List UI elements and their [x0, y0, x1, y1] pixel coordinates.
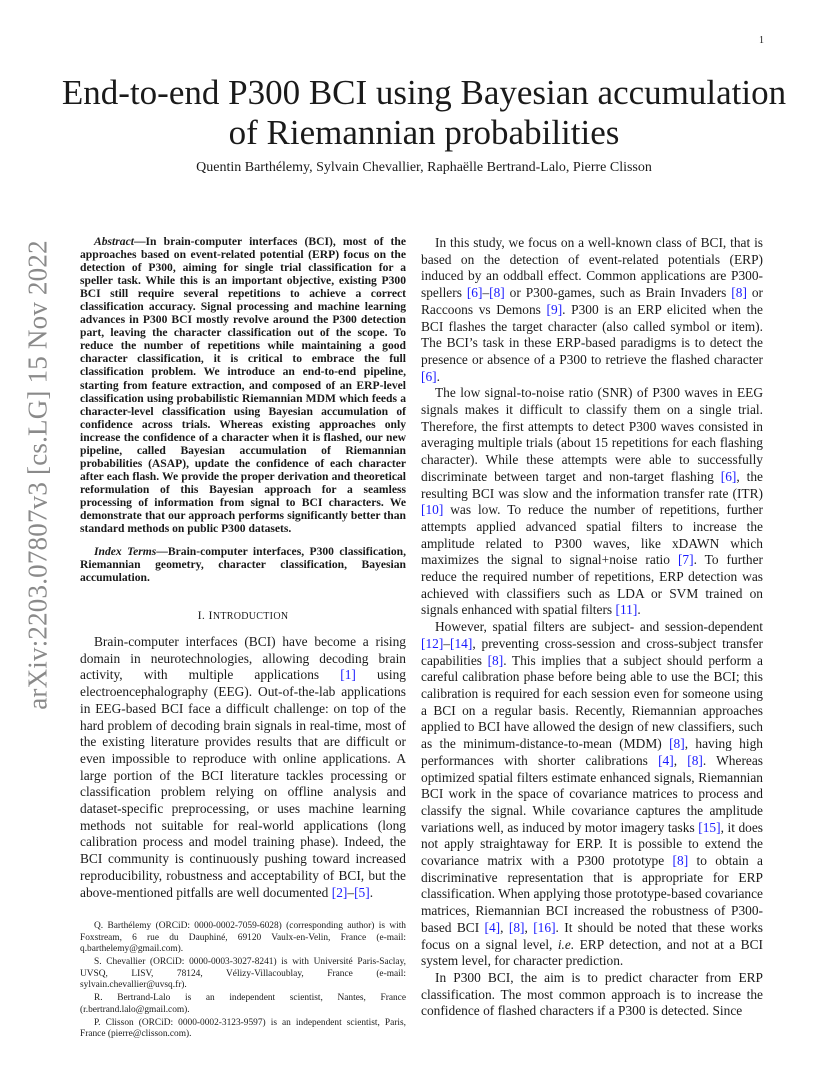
citation-link[interactable]: [11] — [615, 602, 638, 618]
citation-link[interactable]: [8] — [731, 285, 747, 301]
citation-link[interactable]: [6] — [421, 368, 437, 384]
citation-link[interactable]: [16] — [533, 919, 556, 935]
citation-link[interactable]: [6] — [720, 468, 737, 484]
citation-link[interactable]: [8] — [508, 919, 525, 935]
citation-link[interactable]: [15] — [698, 819, 721, 835]
body-paragraph: However, spatial filters are subject- and session-dependent [12]–[14], preventing cross-session and cross-subject transfer capabilities [8]. This implies that a subject should perform a careful calibration phase before being able to use the BCI; this calibration is required for each session even for someone using a BCI on a regular basis. Recently, Riemannian approaches applied to BCI have allowed the design of new classifiers, such as the minimum-distance-to-mean (MDM) [8], having high performances with shorter calibrations [4], [8]. Whereas optimized spatial filters estimate enhanced signals, Riemannian BCI work in the space of covariance matrices to process and classify the signal. While covariance captures the amplitude variations well, as induced by motor imagery tasks [15], it does not apply straightaway for ERP. It is possible to extend the covariance matrix with a P300 prototype [8] to obtain a discriminative representation that is appropriate for ERP classification. When applying those prototype-based covariance matrices, Riemannian BCI increased the robustness of P300-based BCI [4], [8], [16]. It should be noted that these works focus on a signal level, i.e. ERP detection, and not at a BCI system level, for character prediction. — [421, 619, 764, 969]
citation-link[interactable]: [2] — [331, 884, 348, 900]
left-column — [80, 235, 406, 1042]
footnote: R. Bertrand-Lalo is an independent scientist, Nantes, France (r.bertrand.lalo@gmail.com). — [80, 993, 406, 1015]
citation-link[interactable]: [4] — [658, 752, 674, 768]
citation-link[interactable]: [8] — [669, 736, 685, 752]
citation-link[interactable]: [10] — [421, 502, 444, 518]
abstract — [80, 235, 406, 535]
right-column — [421, 235, 763, 1020]
page-number: 1 — [759, 35, 764, 46]
section-heading-introduction: I. INTRODUCTION — [197, 607, 289, 622]
paper-title-line-1: End-to-end P300 BCI using Bayesian accumulation — [61, 73, 787, 112]
footnote: P. Clisson (ORCiD: 0000-0002-3123-9597) is an independent scientist, Paris, France (pierre@clisson.com). — [80, 1017, 406, 1040]
body-paragraph: In this study, we focus on a well-known class of BCI, that is based on the detection of event-related potentials (ERP) induced by an oddball effect. Common applications are P300-spellers [6]–[8] or P300-games, such as Brain Invaders [8] or Raccoons vs Demons [9]. P300 is an ERP elicited when the BCI flashes the target character (also called symbol or item). The BCI’s task in these ERP-based paradigms is to detect the presence or absence of a P300 to retrieve the flashed character [6]. — [421, 235, 763, 384]
intro-paragraph: Brain-computer interfaces (BCI) have become a rising domain in neurotechnologies, allowing decoding brain activity, with multiple applications [1] using electroencephalography (EEG). Out-of-the-lab applications in EEG-based BCI face a difficult challenge: on top of the hard problem of decoding brain signals in real-time, most of the existing literature provides results that are difficult or even impossible to reproduce with online applications. A large portion of the BCI literature tackles processing or classification problem relying on offline analysis and dataset-specific preprocessing, or uses machine learning methods not suitable for real-world applications (long calibration process and model training phase). Indeed, the BCI community is continuously pushing toward increased reproducibility, robustness and acceptability of BCI, but the above-mentioned pitfalls are well documented [2]–[5]. — [80, 633, 406, 900]
footnote: Q. Barthélemy (ORCiD: 0000-0002-7059-6028) (corresponding author) is with Foxstream, 6 rue du Dauphiné, 69120 Vaulx-en-Velin, France (e-mail: q.barthelemy@gmail.com). — [80, 921, 406, 955]
paper-title-line-2: of Riemannian probabilities — [228, 113, 620, 152]
citation-link[interactable]: [8] — [487, 652, 504, 668]
abstract-label: Abstract — [94, 235, 134, 248]
citation-link[interactable]: [9] — [546, 301, 563, 317]
index-terms-text: —Brain-computer interfaces, P300 classification, Riemannian geometry, character classification, Bayesian accumulation. — [80, 545, 406, 585]
citation-link[interactable]: [5] — [354, 884, 370, 900]
citation-link[interactable]: [8] — [687, 752, 703, 768]
abstract-text: —In brain-computer interfaces (BCI), most of the approaches based on event-related potential (ERP) focus on the detection of P300, aiming for single trial classification for a speller task. While this is an important objective, existing P300 BCI still require several repetitions to achieve a correct classification accuracy. Signal processing and machine learning advances in P300 BCI mostly revolve around the P300 detection part, leaving the character classification out of the scope. To reduce the number of repetitions while maintaining a good character classification, it is critical to embrace the full classification problem. We introduce an end-to-end pipeline, starting from feature extraction, and composed of an ERP-level classification using probabilistic Riemannian MDM which feeds a character-level classification using Bayesian accumulation of confidence across trials. Whereas existing approaches only increase the confidence of a character when it is flashed, our new pipeline, called Bayesian accumulation of Riemannian probabilities (ASAP), update the confidence of each character after each flash. We provide the proper derivation and theoretical reformulation of this Bayesian approach for a seamless processing of information from signal to BCI characters. We demonstrate that our approach performs significantly better than standard methods on public P300 datasets. — [80, 235, 406, 536]
index-terms — [80, 545, 406, 585]
citation-link[interactable]: [1] — [340, 667, 356, 683]
citation-link[interactable]: [8] — [672, 853, 689, 869]
arxiv-identifier-stamp: arXiv:2203.07807v3 [cs.LG] 15 Nov 2022 — [22, 240, 53, 710]
footnote: S. Chevallier (ORCiD: 0000-0003-3027-8241) is with Université Paris-Saclay, UVSQ, LISV, 78124, Vélizy-Villacoublay, France (e-mail: sylvain.chevallier@uvsq.fr). — [80, 957, 406, 991]
citation-link[interactable]: [12] — [421, 635, 444, 651]
body-paragraph: In P300 BCI, the aim is to predict character from ERP classification. The most common approach is to increase the confidence of flashed characters if a P300 is detected. Since — [421, 969, 763, 1019]
author-footnotes — [80, 921, 406, 1041]
citation-link[interactable]: [7] — [677, 552, 694, 568]
citation-link[interactable]: [6] — [466, 285, 483, 301]
paper-title — [40, 73, 808, 153]
citation-link[interactable]: [4] — [484, 919, 501, 935]
author-list: Quentin Barthélemy, Sylvain Chevallier, Raphaëlle Bertrand-Lalo, Pierre Clisson — [196, 160, 652, 175]
body-paragraph: The low signal-to-noise ratio (SNR) of P300 waves in EEG signals makes it difficult to classify them on a single trial. Therefore, the first attempts to detect P300 waves consisted in averaging multiple trials (about 15 repetitions for each flashing character). While these attempts were able to successfully discriminate between target and non-target flashing [6], the resulting BCI was slow and the information transfer rate (ITR) [10] was low. To reduce the number of repetitions, further attempts applied advanced spatial filters to increase the amplitude related to P300 waves, like xDAWN which maximizes the signal to signal+noise ratio [7]. To further reduce the required number of repetitions, ERP detection was achieved with classifiers such as LDA or SVM trained on signals enhanced with spatial filters [11]. — [421, 385, 763, 618]
citation-link[interactable]: [8] — [489, 285, 505, 301]
index-terms-label: Index Terms — [94, 545, 157, 559]
citation-link[interactable]: [14] — [450, 635, 473, 651]
